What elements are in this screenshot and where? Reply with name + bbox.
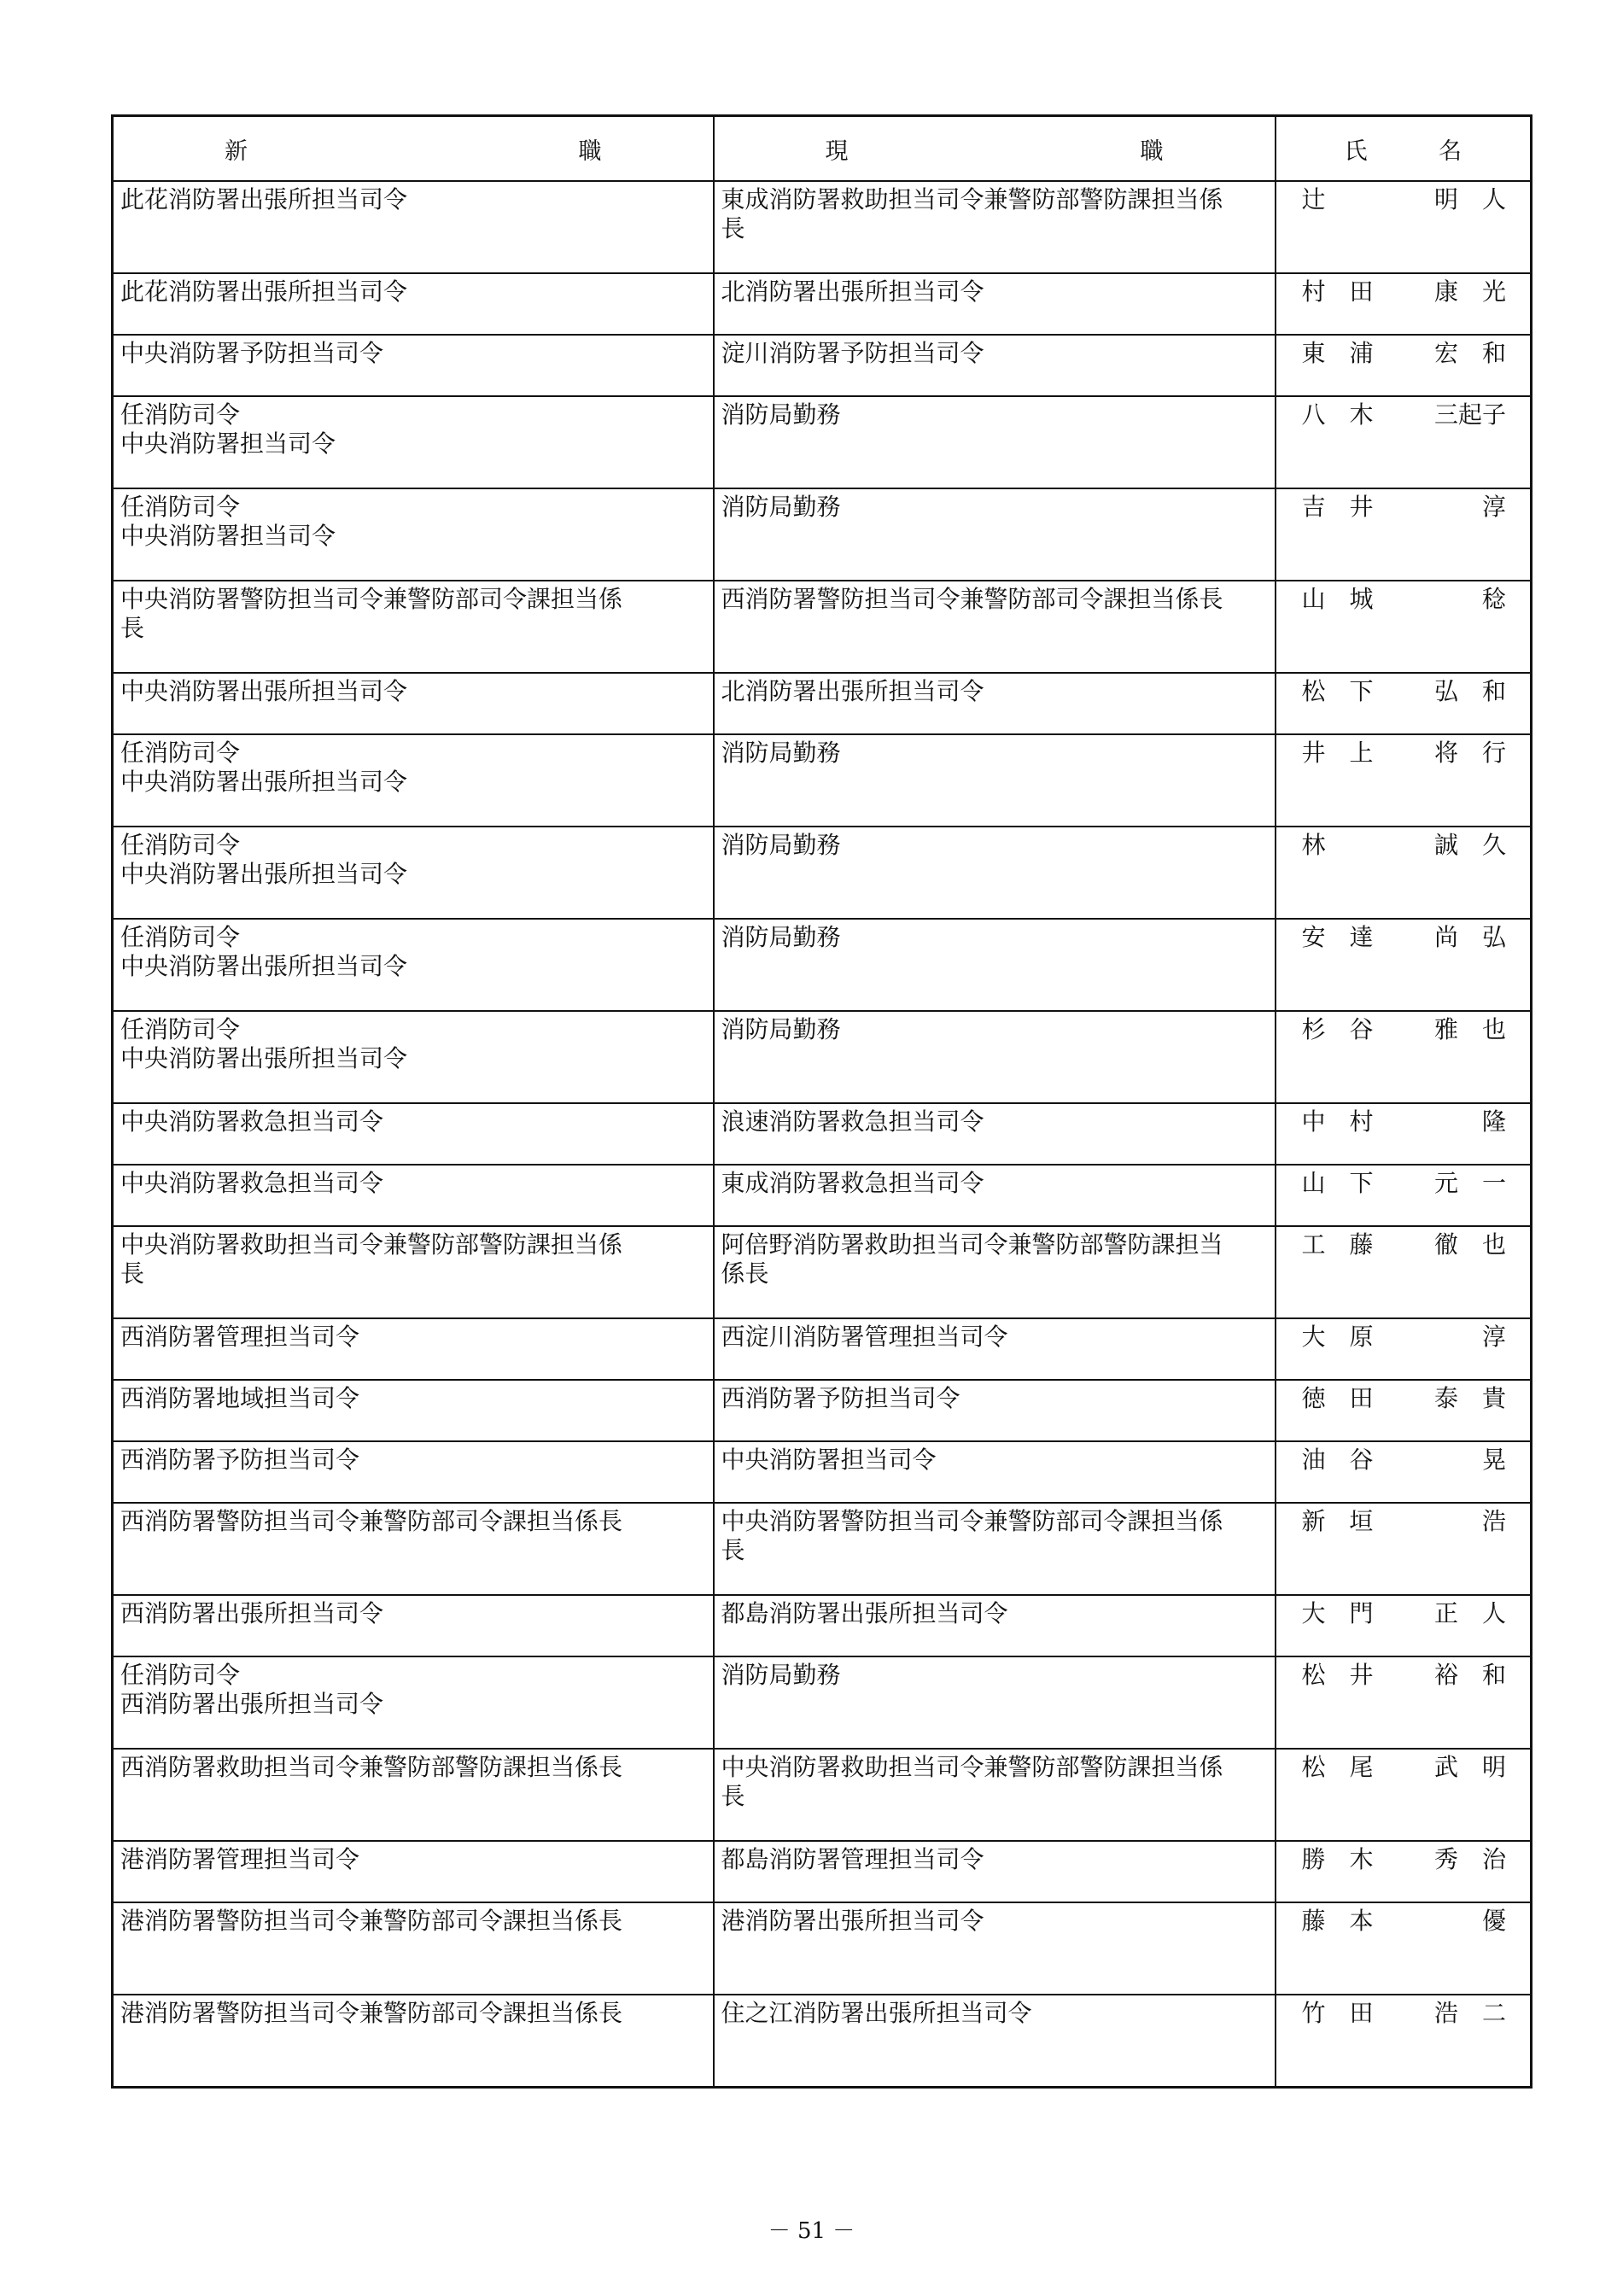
name-cell xyxy=(1276,1441,1532,1503)
new-post-cell-line: 中央消防署出張所担当司令 xyxy=(120,677,408,705)
header-new-post-char-1: 新 xyxy=(225,137,248,165)
current-post-cell-line: 西淀川消防署管理担当司令 xyxy=(721,1323,1008,1351)
current-post-cell xyxy=(714,581,1276,673)
table-header-row xyxy=(113,116,1532,182)
given-name: 康 光 xyxy=(1433,278,1506,306)
current-post-cell xyxy=(714,1380,1276,1441)
given-name: 誠 久 xyxy=(1433,831,1506,859)
table-row xyxy=(113,273,1532,335)
new-post-cell-line: 任消防司令 xyxy=(120,493,241,521)
given-name: 弘 和 xyxy=(1433,677,1506,705)
current-post-cell-line: 長 xyxy=(721,1536,745,1564)
table-row xyxy=(113,1380,1532,1441)
given-name: 優 xyxy=(1481,1907,1506,1935)
current-post-cell xyxy=(714,1011,1276,1103)
new-post-cell-line: 中央消防署救助担当司令兼警防部警防課担当係 xyxy=(120,1230,623,1259)
given-name: 稔 xyxy=(1481,585,1506,613)
new-post-cell-line: 西消防署出張所担当司令 xyxy=(120,1690,384,1718)
family-name: 吉 井 xyxy=(1301,493,1374,521)
given-name: 浩 xyxy=(1481,1507,1506,1535)
current-post-cell-line: 消防局勤務 xyxy=(721,1015,841,1043)
header-current-post-char-2: 職 xyxy=(1140,137,1164,165)
current-post-cell xyxy=(714,734,1276,827)
new-post-cell-line: 任消防司令 xyxy=(120,1015,241,1043)
name-cell xyxy=(1276,1749,1532,1841)
new-post-cell xyxy=(113,919,714,1011)
current-post-cell-line: 東成消防署救助担当司令兼警防部警防課担当係 xyxy=(721,185,1223,213)
new-post-cell-line: 中央消防署予防担当司令 xyxy=(120,339,384,367)
new-post-cell-line: 西消防署地域担当司令 xyxy=(120,1384,360,1412)
page-number: － 51 － xyxy=(768,2218,855,2244)
table-row xyxy=(113,1503,1532,1595)
header-new-post-char-2: 職 xyxy=(578,137,602,165)
table-row xyxy=(113,1749,1532,1841)
given-name: 将 行 xyxy=(1433,739,1506,767)
table-row xyxy=(113,1226,1532,1318)
given-name: 正 人 xyxy=(1433,1599,1506,1627)
new-post-cell xyxy=(113,1749,714,1841)
current-post-cell-line: 北消防署出張所担当司令 xyxy=(721,278,984,306)
current-post-cell-line: 都島消防署管理担当司令 xyxy=(721,1845,984,1873)
name-cell xyxy=(1276,335,1532,396)
header-name-char-1: 氏 xyxy=(1344,137,1368,165)
new-post-cell xyxy=(113,673,714,734)
current-post-cell xyxy=(714,181,1276,273)
new-post-cell xyxy=(113,335,714,396)
personnel-table xyxy=(111,114,1533,2089)
new-post-cell xyxy=(113,734,714,827)
current-post-cell xyxy=(714,1226,1276,1318)
current-post-cell-line: 中央消防署担当司令 xyxy=(721,1446,937,1474)
given-name: 元 一 xyxy=(1433,1169,1506,1197)
current-post-cell-line: 北消防署出張所担当司令 xyxy=(721,677,984,705)
new-post-cell xyxy=(113,1011,714,1103)
family-name: 東 浦 xyxy=(1301,339,1374,367)
table-row xyxy=(113,1902,1532,1995)
family-name: 林 xyxy=(1301,831,1326,859)
current-post-cell xyxy=(714,335,1276,396)
given-name: 秀 治 xyxy=(1433,1845,1506,1873)
given-name: 泰 貴 xyxy=(1433,1384,1506,1412)
family-name: 工 藤 xyxy=(1301,1230,1374,1259)
new-post-cell-line: 任消防司令 xyxy=(120,831,241,859)
new-post-cell-line: 中央消防署担当司令 xyxy=(120,522,336,550)
family-name: 大 原 xyxy=(1301,1323,1374,1351)
given-name: 淳 xyxy=(1481,493,1506,521)
family-name: 竹 田 xyxy=(1301,1999,1374,2027)
family-name: 大 門 xyxy=(1301,1599,1374,1627)
table-row xyxy=(113,919,1532,1011)
current-post-cell xyxy=(714,919,1276,1011)
name-cell xyxy=(1276,181,1532,273)
new-post-cell-line: 港消防署警防担当司令兼警防部司令課担当係長 xyxy=(120,1999,623,2027)
current-post-cell-line: 阿倍野消防署救助担当司令兼警防部警防課担当 xyxy=(721,1230,1223,1259)
new-post-cell xyxy=(113,1318,714,1380)
name-cell xyxy=(1276,1318,1532,1380)
current-post-cell-line: 中央消防署警防担当司令兼警防部司令課担当係 xyxy=(721,1507,1223,1535)
current-post-cell-line: 消防局勤務 xyxy=(721,831,841,859)
new-post-cell xyxy=(113,396,714,488)
new-post-cell xyxy=(113,273,714,335)
table-row xyxy=(113,1656,1532,1749)
current-post-cell xyxy=(714,273,1276,335)
name-cell xyxy=(1276,919,1532,1011)
table-row xyxy=(113,1011,1532,1103)
new-post-cell-line: 任消防司令 xyxy=(120,400,241,429)
family-name: 中 村 xyxy=(1301,1107,1374,1136)
new-post-cell-line: 西消防署予防担当司令 xyxy=(120,1446,360,1474)
given-name: 裕 和 xyxy=(1433,1661,1506,1689)
new-post-cell xyxy=(113,827,714,919)
new-post-cell xyxy=(113,1226,714,1318)
name-cell xyxy=(1276,1165,1532,1226)
new-post-cell xyxy=(113,1902,714,1995)
table-row xyxy=(113,488,1532,581)
family-name: 杉 谷 xyxy=(1301,1015,1374,1043)
current-post-cell xyxy=(714,1165,1276,1226)
new-post-cell-line: 中央消防署出張所担当司令 xyxy=(120,860,408,888)
new-post-cell xyxy=(113,581,714,673)
table-row xyxy=(113,396,1532,488)
new-post-cell-line: 港消防署管理担当司令 xyxy=(120,1845,360,1873)
name-cell xyxy=(1276,1841,1532,1902)
current-post-cell-line: 都島消防署出張所担当司令 xyxy=(721,1599,1008,1627)
name-cell xyxy=(1276,396,1532,488)
name-cell xyxy=(1276,273,1532,335)
new-post-cell xyxy=(113,1165,714,1226)
new-post-cell xyxy=(113,1995,714,2087)
current-post-cell-line: 西消防署予防担当司令 xyxy=(721,1384,960,1412)
current-post-cell xyxy=(714,488,1276,581)
new-post-cell xyxy=(113,1841,714,1902)
personnel-table-container xyxy=(111,114,1530,2089)
table-row xyxy=(113,734,1532,827)
new-post-cell-line: 長 xyxy=(120,614,145,642)
table-row xyxy=(113,1165,1532,1226)
current-post-cell xyxy=(714,1318,1276,1380)
name-cell xyxy=(1276,581,1532,673)
table-row xyxy=(113,1318,1532,1380)
new-post-cell-line: 此花消防署出張所担当司令 xyxy=(120,278,408,306)
table-row xyxy=(113,673,1532,734)
name-cell xyxy=(1276,1011,1532,1103)
current-post-cell-line: 消防局勤務 xyxy=(721,1661,841,1689)
given-name: 明 人 xyxy=(1433,185,1506,213)
current-post-cell-line: 浪速消防署救急担当司令 xyxy=(721,1107,984,1136)
name-cell xyxy=(1276,1226,1532,1318)
new-post-cell-line: 港消防署警防担当司令兼警防部司令課担当係長 xyxy=(120,1907,623,1935)
current-post-cell xyxy=(714,673,1276,734)
given-name: 尚 弘 xyxy=(1433,923,1506,951)
family-name: 井 上 xyxy=(1301,739,1374,767)
new-post-cell-line: 中央消防署救急担当司令 xyxy=(120,1169,384,1197)
new-post-cell-line: 中央消防署出張所担当司令 xyxy=(120,1044,408,1072)
new-post-cell-line: 西消防署警防担当司令兼警防部司令課担当係長 xyxy=(120,1507,623,1535)
new-post-cell-line: 西消防署管理担当司令 xyxy=(120,1323,360,1351)
table-row xyxy=(113,1441,1532,1503)
new-post-cell xyxy=(113,488,714,581)
name-cell xyxy=(1276,734,1532,827)
current-post-cell xyxy=(714,396,1276,488)
family-name: 山 城 xyxy=(1301,585,1374,613)
family-name: 松 下 xyxy=(1301,677,1374,705)
current-post-cell xyxy=(714,1441,1276,1503)
current-post-cell xyxy=(714,1902,1276,1995)
new-post-cell-line: 任消防司令 xyxy=(120,739,241,767)
name-cell xyxy=(1276,1103,1532,1165)
family-name: 藤 本 xyxy=(1301,1907,1374,1935)
current-post-cell-line: 中央消防署救助担当司令兼警防部警防課担当係 xyxy=(721,1753,1223,1781)
name-cell xyxy=(1276,1380,1532,1441)
given-name: 晃 xyxy=(1481,1446,1506,1474)
new-post-cell-line: 中央消防署出張所担当司令 xyxy=(120,952,408,980)
current-post-cell xyxy=(714,1503,1276,1595)
table-row xyxy=(113,1103,1532,1165)
new-post-cell xyxy=(113,181,714,273)
name-cell xyxy=(1276,488,1532,581)
header-name xyxy=(1276,116,1532,182)
header-current-post xyxy=(714,116,1276,182)
family-name: 安 達 xyxy=(1301,923,1374,951)
name-cell xyxy=(1276,1595,1532,1656)
new-post-cell xyxy=(113,1441,714,1503)
current-post-cell-line: 東成消防署救急担当司令 xyxy=(721,1169,984,1197)
table-row xyxy=(113,335,1532,396)
name-cell xyxy=(1276,1995,1532,2087)
current-post-cell-line: 住之江消防署出張所担当司令 xyxy=(721,1999,1032,2027)
family-name: 辻 xyxy=(1301,185,1326,213)
new-post-cell xyxy=(113,1656,714,1749)
given-name: 雅 也 xyxy=(1433,1015,1506,1043)
new-post-cell xyxy=(113,1380,714,1441)
current-post-cell xyxy=(714,1595,1276,1656)
current-post-cell xyxy=(714,1656,1276,1749)
new-post-cell-line: 中央消防署出張所担当司令 xyxy=(120,768,408,796)
current-post-cell xyxy=(714,1103,1276,1165)
table-row xyxy=(113,581,1532,673)
new-post-cell-line: 西消防署出張所担当司令 xyxy=(120,1599,384,1627)
name-cell xyxy=(1276,673,1532,734)
current-post-cell-line: 消防局勤務 xyxy=(721,739,841,767)
current-post-cell-line: 係長 xyxy=(721,1259,769,1288)
current-post-cell xyxy=(714,827,1276,919)
family-name: 松 井 xyxy=(1301,1661,1374,1689)
table-row xyxy=(113,181,1532,273)
given-name: 隆 xyxy=(1481,1107,1506,1136)
given-name: 三起子 xyxy=(1433,400,1506,429)
new-post-cell-line: 長 xyxy=(120,1259,145,1288)
new-post-cell-line: 此花消防署出張所担当司令 xyxy=(120,185,408,213)
family-name: 勝 木 xyxy=(1301,1845,1374,1873)
new-post-cell-line: 中央消防署警防担当司令兼警防部司令課担当係 xyxy=(120,585,623,613)
family-name: 山 下 xyxy=(1301,1169,1374,1197)
given-name: 武 明 xyxy=(1433,1753,1506,1781)
family-name: 八 木 xyxy=(1301,400,1374,429)
table-row xyxy=(113,1995,1532,2087)
name-cell xyxy=(1276,1503,1532,1595)
name-cell xyxy=(1276,1902,1532,1995)
new-post-cell xyxy=(113,1103,714,1165)
new-post-cell-line: 任消防司令 xyxy=(120,1661,241,1689)
current-post-cell-line: 西消防署警防担当司令兼警防部司令課担当係長 xyxy=(721,585,1223,613)
table-row xyxy=(113,1595,1532,1656)
current-post-cell xyxy=(714,1995,1276,2087)
name-cell xyxy=(1276,1656,1532,1749)
table-row xyxy=(113,827,1532,919)
header-new-post xyxy=(113,116,714,182)
current-post-cell-line: 消防局勤務 xyxy=(721,400,841,429)
family-name: 松 尾 xyxy=(1301,1753,1374,1781)
new-post-cell-line: 中央消防署救急担当司令 xyxy=(120,1107,384,1136)
new-post-cell xyxy=(113,1595,714,1656)
header-name-char-2: 名 xyxy=(1439,137,1462,165)
current-post-cell-line: 消防局勤務 xyxy=(721,923,841,951)
given-name: 宏 和 xyxy=(1433,339,1506,367)
new-post-cell-line: 西消防署救助担当司令兼警防部警防課担当係長 xyxy=(120,1753,623,1781)
current-post-cell-line: 消防局勤務 xyxy=(721,493,841,521)
current-post-cell-line: 港消防署出張所担当司令 xyxy=(721,1907,984,1935)
given-name: 淳 xyxy=(1481,1323,1506,1351)
family-name: 油 谷 xyxy=(1301,1446,1374,1474)
current-post-cell xyxy=(714,1841,1276,1902)
name-cell xyxy=(1276,827,1532,919)
table-row xyxy=(113,1841,1532,1902)
given-name: 浩 二 xyxy=(1433,1999,1506,2027)
new-post-cell-line: 任消防司令 xyxy=(120,923,241,951)
current-post-cell-line: 淀川消防署予防担当司令 xyxy=(721,339,984,367)
family-name: 徳 田 xyxy=(1301,1384,1374,1412)
header-current-post-char-1: 現 xyxy=(825,137,849,165)
family-name: 村 田 xyxy=(1301,278,1374,306)
new-post-cell-line: 中央消防署担当司令 xyxy=(120,429,336,458)
family-name: 新 垣 xyxy=(1301,1507,1374,1535)
current-post-cell-line: 長 xyxy=(721,1782,745,1810)
given-name: 徹 也 xyxy=(1433,1230,1506,1259)
current-post-cell-line: 長 xyxy=(721,214,745,242)
current-post-cell xyxy=(714,1749,1276,1841)
new-post-cell xyxy=(113,1503,714,1595)
